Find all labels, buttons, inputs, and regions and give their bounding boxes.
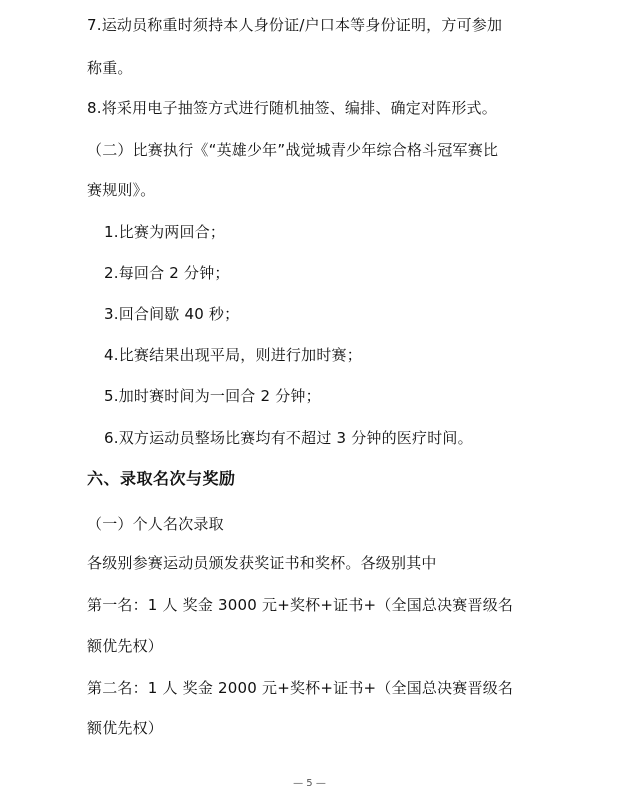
rules-heading-line-1: （二）比赛执行《“英雄少年”战觉城青少年综合格斗冠军赛比 — [87, 141, 499, 159]
section-6-title: 六、录取名次与奖励 — [87, 469, 236, 488]
rule-item: 3.回合间歇 40 秒； — [104, 305, 240, 323]
awards-intro: 各级别参赛运动员颁发获奖证书和奖杯。各级别其中 — [87, 554, 437, 572]
rule-item: 2.每回合 2 分钟； — [104, 264, 230, 282]
rule-item: 1.比赛为两回合； — [104, 223, 226, 241]
rules-heading-line-2: 赛规则》。 — [87, 181, 156, 199]
paragraph-8: 8.将采用电子抽签方式进行随机抽签、编排、确定对阵形式。 — [87, 99, 497, 117]
rule-item: 4.比赛结果出现平局，则进行加时赛； — [104, 346, 362, 364]
page-number: — 5 — — [293, 778, 326, 789]
paragraph-7-line-2: 称重。 — [87, 59, 133, 77]
section-6-subtitle: （一）个人名次录取 — [87, 515, 224, 533]
second-place-line-1: 第二名：1 人 奖金 2000 元+奖杯+证书+（全国总决赛晋级名 — [87, 679, 514, 697]
rule-item: 5.加时赛时间为一回合 2 分钟； — [104, 387, 321, 405]
rule-item: 6.双方运动员整场比赛均有不超过 3 分钟的医疗时间。 — [104, 429, 473, 447]
first-place-line-2: 额优先权） — [87, 637, 164, 655]
second-place-line-2: 额优先权） — [87, 719, 164, 737]
first-place-line-1: 第一名：1 人 奖金 3000 元+奖杯+证书+（全国总决赛晋级名 — [87, 596, 514, 614]
paragraph-7-line-1: 7.运动员称重时须持本人身份证/户口本等身份证明，方可参加 — [87, 16, 503, 34]
